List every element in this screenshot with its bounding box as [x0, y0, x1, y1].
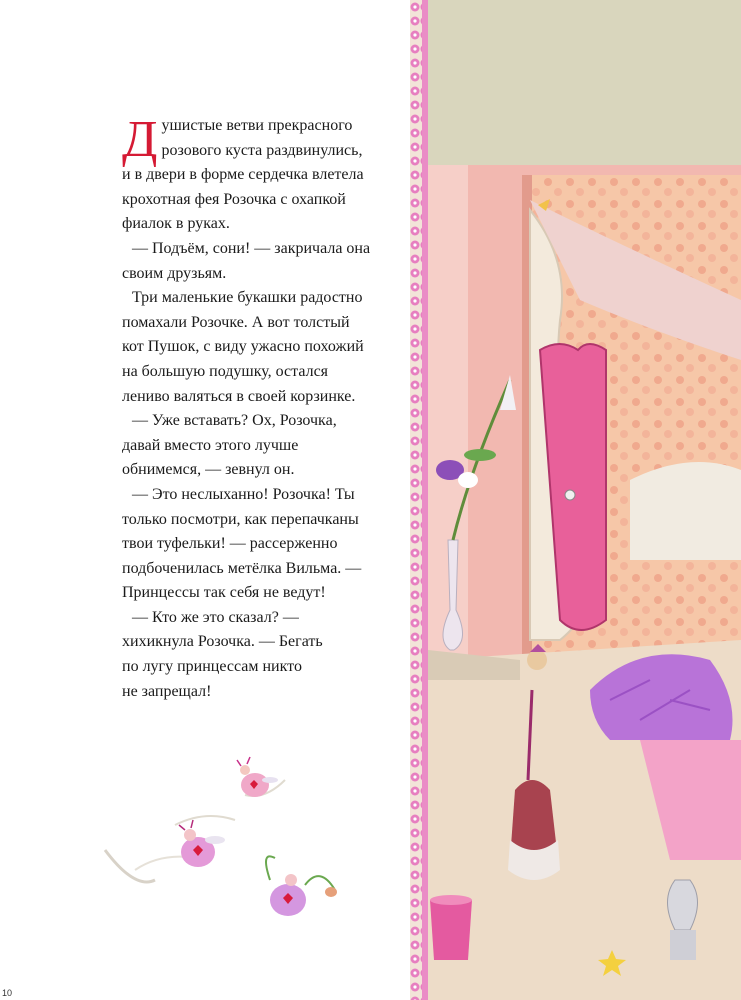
bedroom-illustration — [410, 0, 741, 1000]
bug-left-icon — [179, 820, 225, 867]
story-line-12: лениво валяться в своей корзинке. — [122, 387, 356, 405]
story-line-16: — Это неслыханно! Розочка! Ты — [132, 485, 355, 503]
drop-cap: Д — [122, 111, 158, 168]
story-line-13: — Уже вставать? Ох, Розочка, — [132, 412, 337, 430]
story-line-3: и в двери в форме сердечка влетела — [122, 166, 364, 184]
story-line-24: не запрещал! — [122, 682, 212, 700]
story-line-6: — Подъём, сони! — закричала она — [132, 239, 371, 257]
story-line-2: розового куста раздвинулись, — [161, 141, 363, 159]
flying-bugs-illustration — [95, 740, 365, 960]
story-line-19: подбоченилась метёлка Вильма. — — [122, 559, 362, 577]
story-line-11: на большую подушку, остался — [122, 362, 329, 380]
story-line-23: по лугу принцессам никто — [122, 658, 302, 676]
story-line-4: крохотная фея Розочка с охапкой — [122, 190, 346, 208]
story-line-9: помахали Розочке. А вот толстый — [122, 313, 350, 331]
story-line-14: давай вместо этого лучше — [122, 436, 299, 454]
story-line-17: только посмотри, как перепачканы — [122, 510, 359, 528]
page-number: 10 — [2, 988, 13, 998]
story-line-15: обнимемся, — зевнул он. — [122, 461, 295, 479]
story-line-20: Принцессы так себя не ведут! — [122, 584, 326, 602]
story-line-22: хихикнула Розочка. — Бегать — [122, 633, 323, 651]
story-line-8: Три маленькие букашки радостно — [132, 289, 363, 307]
story-line-5: фиалок в руках. — [122, 215, 230, 233]
bug-right-icon — [266, 856, 337, 916]
story-line-7: своим друзьям. — [122, 264, 227, 282]
story-line-1: Душистые ветви прекрасного — [122, 111, 353, 168]
story-line-21: — Кто же это сказал? — — [132, 608, 299, 626]
story-line-10: кот Пушок, с виду ужасно похожий — [122, 338, 364, 356]
story-text — [122, 94, 412, 704]
story-line-18: твои туфельки! — рассерженно — [122, 535, 338, 553]
